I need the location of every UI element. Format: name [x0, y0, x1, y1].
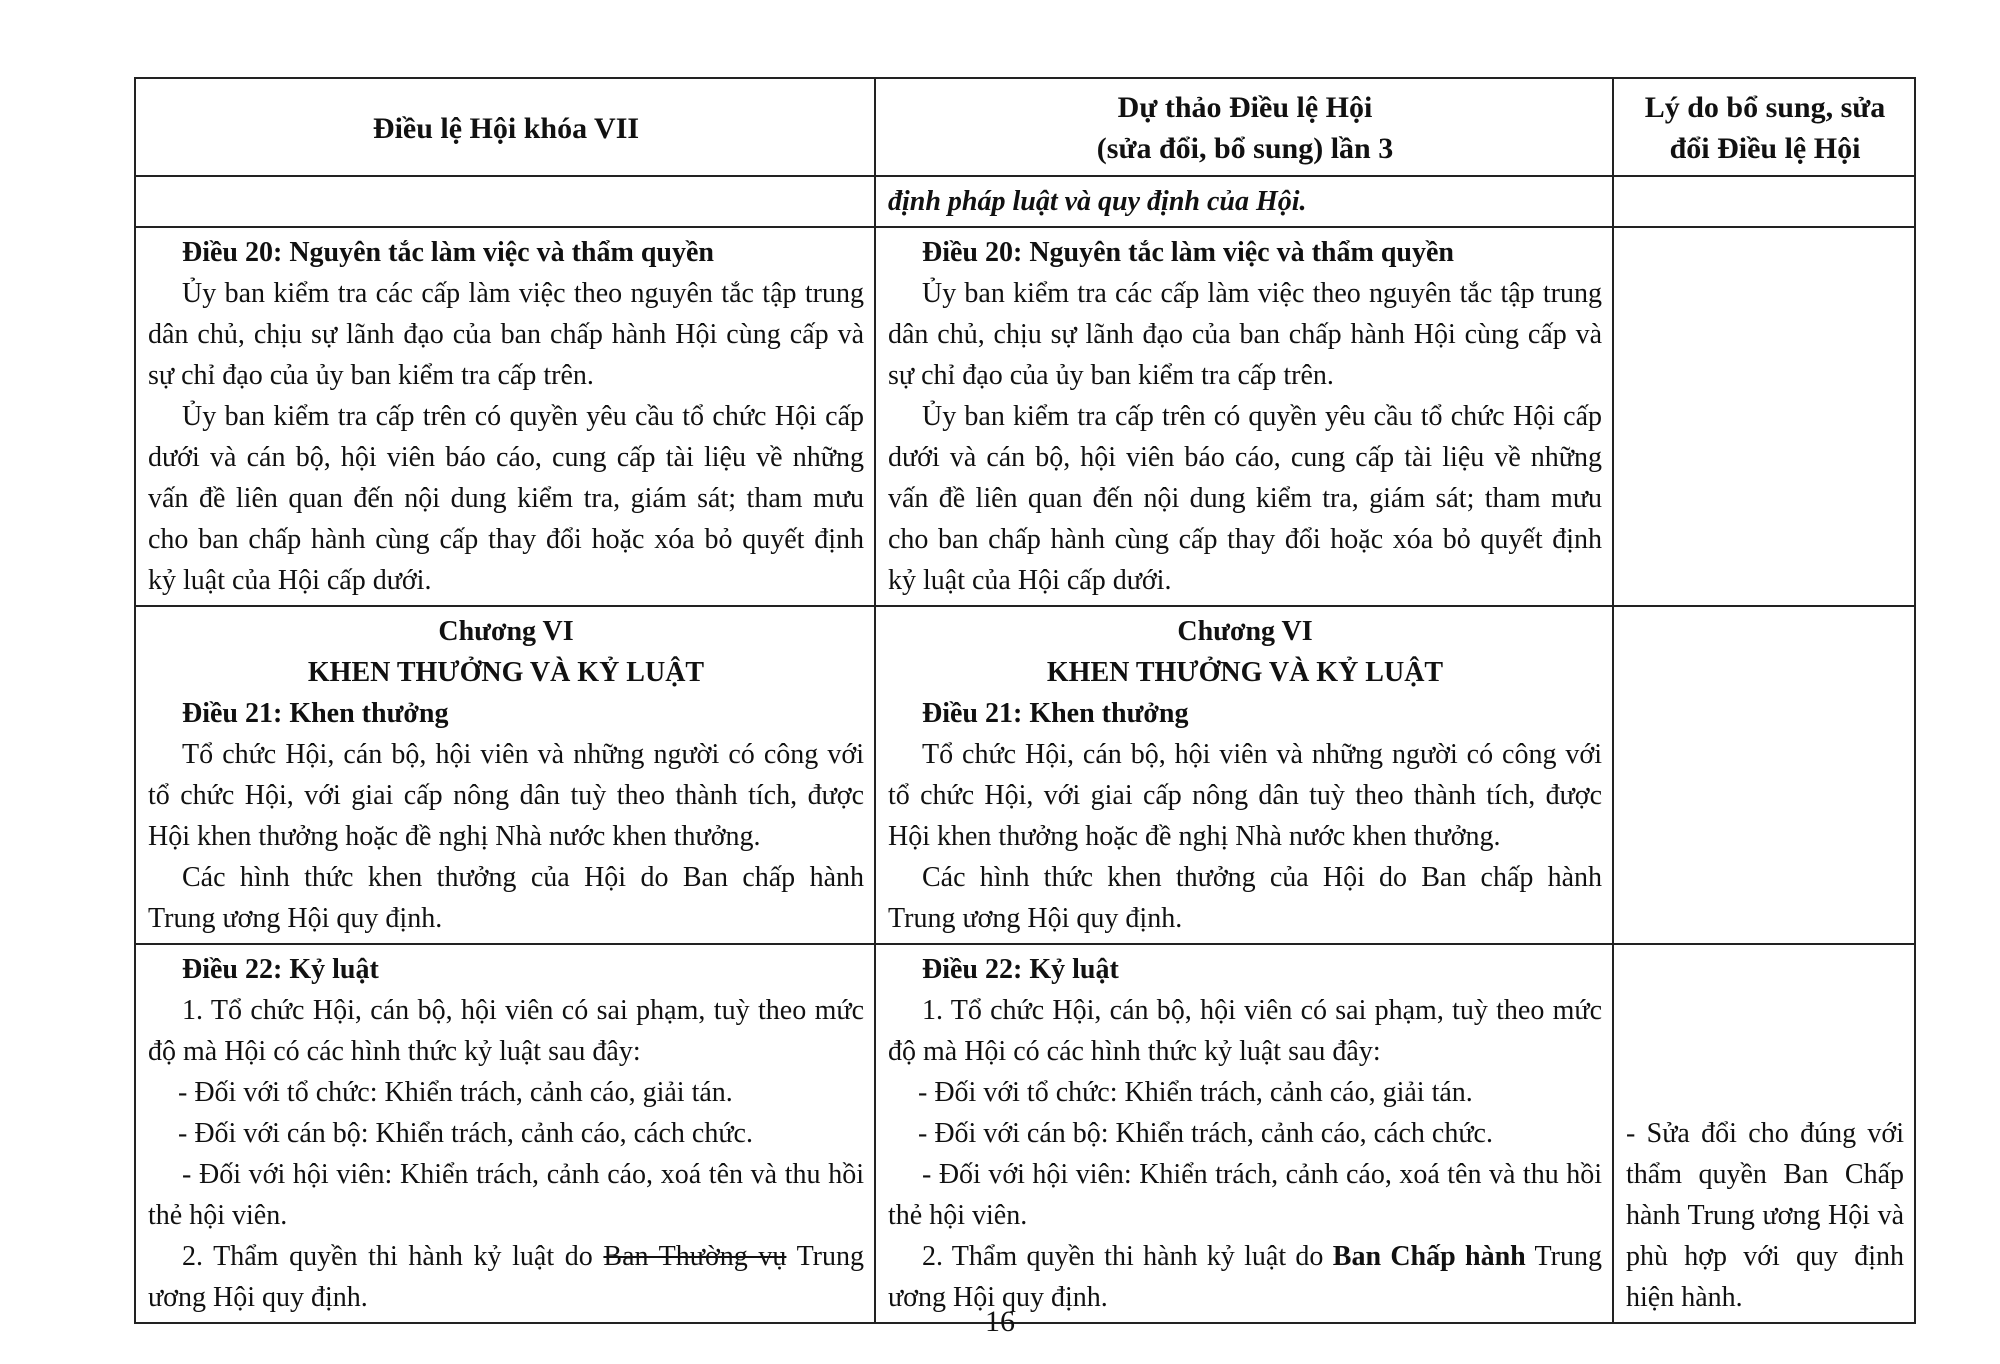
article-title: Điều 20: Nguyên tắc làm việc và thẩm quyền: [182, 237, 714, 268]
cell-article-22-current: [135, 944, 875, 1323]
header-row: [135, 78, 1915, 176]
page-number: 16: [985, 1305, 1015, 1338]
header-col-draft-charter: [875, 78, 1613, 176]
article-title: Điều 22: Kỷ luật: [922, 954, 1119, 985]
cell-empty: [135, 176, 875, 227]
table-row-article-22: [135, 944, 1915, 1323]
cell-continuation: định pháp luật và quy định của Hội.: [875, 176, 1613, 227]
table-row-article-20: [135, 227, 1915, 606]
cell-article-21-draft: [875, 606, 1613, 944]
paragraph: 1. Tổ chức Hội, cán bộ, hội viên có sai phạm, tuỳ theo mức độ mà Hội có các hình thức kỷ luật sau đây:: [148, 995, 864, 1067]
paragraph: Tổ chức Hội, cán bộ, hội viên và những người có công với tổ chức Hội, với giai cấp nông dân tuỳ theo thành tích, được Hội khen thưởng hoặc đề nghị Nhà nước khen thưởng.: [888, 739, 1602, 852]
paragraph: Tổ chức Hội, cán bộ, hội viên và những người có công với tổ chức Hội, với giai cấp nông dân tuỳ theo thành tích, được Hội khen thưởng hoặc đề nghị Nhà nước khen thưởng.: [148, 739, 864, 852]
header-draft-line2: (sửa đổi, bổ sung) lần 3: [1096, 132, 1394, 165]
header-reason-line2: đổi Điều lệ Hội: [1669, 132, 1861, 165]
paragraph: 2. Thẩm quyền thi hành kỷ luật do Ban Chấp hành Trung ương Hội quy định.: [888, 1241, 1602, 1313]
bullet-item: - Đối với cán bộ: Khiển trách, cảnh cáo, cách chức.: [918, 1118, 1493, 1149]
article-title: Điều 22: Kỷ luật: [182, 954, 379, 985]
reason-text: - Sửa đổi cho đúng với thẩm quyền Ban Chấp hành Trung ương Hội và phù hợp với quy định hiện hành.: [1626, 1118, 1904, 1313]
article-title: Điều 21: Khen thưởng: [922, 698, 1189, 729]
paragraph: Ủy ban kiểm tra cấp trên có quyền yêu cầu tổ chức Hội cấp dưới và cán bộ, hội viên báo cáo, cung cấp tài liệu về những vấn đề liên quan đến nội dung kiểm tra, giám sát; tham mưu cho ban chấp hành cùng cấp thay đổi hoặc xóa bỏ quyết định kỷ luật của Hội cấp dưới.: [888, 401, 1602, 596]
cell-article-21-current: [135, 606, 875, 944]
chapter-number: Chương VI: [438, 616, 574, 647]
header-col-reason: [1613, 78, 1915, 176]
paragraph: Các hình thức khen thưởng của Hội do Ban chấp hành Trung ương Hội quy định.: [888, 862, 1602, 934]
article-title: Điều 21: Khen thưởng: [182, 698, 449, 729]
paragraph: Ủy ban kiểm tra cấp trên có quyền yêu cầu tổ chức Hội cấp dưới và cán bộ, hội viên báo cáo, cung cấp tài liệu về những vấn đề liên quan đến nội dung kiểm tra, giám sát; tham mưu cho ban chấp hành cùng cấp thay đổi hoặc xóa bỏ quyết định kỷ luật của Hội cấp dưới.: [148, 401, 864, 596]
paragraph: Các hình thức khen thưởng của Hội do Ban chấp hành Trung ương Hội quy định.: [148, 862, 864, 934]
cell-article-20-draft: [875, 227, 1613, 606]
bullet-item: - Đối với hội viên: Khiển trách, cảnh cáo, xoá tên và thu hồi thẻ hội viên.: [888, 1159, 1602, 1231]
cell-article-21-reason: [1613, 606, 1915, 944]
header-reason-line1: Lý do bổ sung, sửa: [1644, 91, 1886, 124]
table-row-article-21: [135, 606, 1915, 944]
bullet-item: - Đối với cán bộ: Khiển trách, cảnh cáo, cách chức.: [178, 1118, 753, 1149]
bullet-item: - Đối với tổ chức: Khiển trách, cảnh cáo, giải tán.: [918, 1077, 1473, 1108]
chapter-title: KHEN THƯỞNG VÀ KỶ LUẬT: [307, 657, 705, 688]
header-col-current-charter: Điều lệ Hội khóa VII: [135, 78, 875, 176]
paragraph: Ủy ban kiểm tra các cấp làm việc theo nguyên tắc tập trung dân chủ, chịu sự lãnh đạo của ban chấp hành Hội cùng cấp và sự chỉ đạo của ủy ban kiểm tra cấp trên.: [148, 278, 864, 391]
cell-article-22-reason: [1613, 944, 1915, 1323]
bullet-item: - Đối với tổ chức: Khiển trách, cảnh cáo, giải tán.: [178, 1077, 733, 1108]
cell-article-22-draft: [875, 944, 1613, 1323]
cell-empty: [1613, 176, 1915, 227]
cell-article-20-reason: [1613, 227, 1915, 606]
paragraph: 2. Thẩm quyền thi hành kỷ luật do Ban Thường vụ Trung ương Hội quy định.: [148, 1241, 865, 1313]
comparison-table: [134, 77, 1916, 1324]
table-row-continuation: [135, 176, 1915, 227]
chapter-number: Chương VI: [1177, 616, 1313, 647]
header-draft-line1: Dự thảo Điều lệ Hội: [1117, 91, 1373, 124]
chapter-title: KHEN THƯỞNG VÀ KỶ LUẬT: [1046, 657, 1444, 688]
paragraph: Ủy ban kiểm tra các cấp làm việc theo nguyên tắc tập trung dân chủ, chịu sự lãnh đạo của ban chấp hành Hội cùng cấp và sự chỉ đạo của ủy ban kiểm tra cấp trên.: [888, 278, 1602, 391]
bold-text: Ban Chấp hành: [1332, 1241, 1526, 1272]
paragraph: 1. Tổ chức Hội, cán bộ, hội viên có sai phạm, tuỳ theo mức độ mà Hội có các hình thức kỷ luật sau đây:: [888, 995, 1602, 1067]
cell-article-20-current: [135, 227, 875, 606]
struck-text: Ban Thường vụ: [603, 1241, 787, 1272]
article-title: Điều 20: Nguyên tắc làm việc và thẩm quyền: [922, 237, 1454, 268]
bullet-item: - Đối với hội viên: Khiển trách, cảnh cáo, xoá tên và thu hồi thẻ hội viên.: [148, 1159, 864, 1231]
